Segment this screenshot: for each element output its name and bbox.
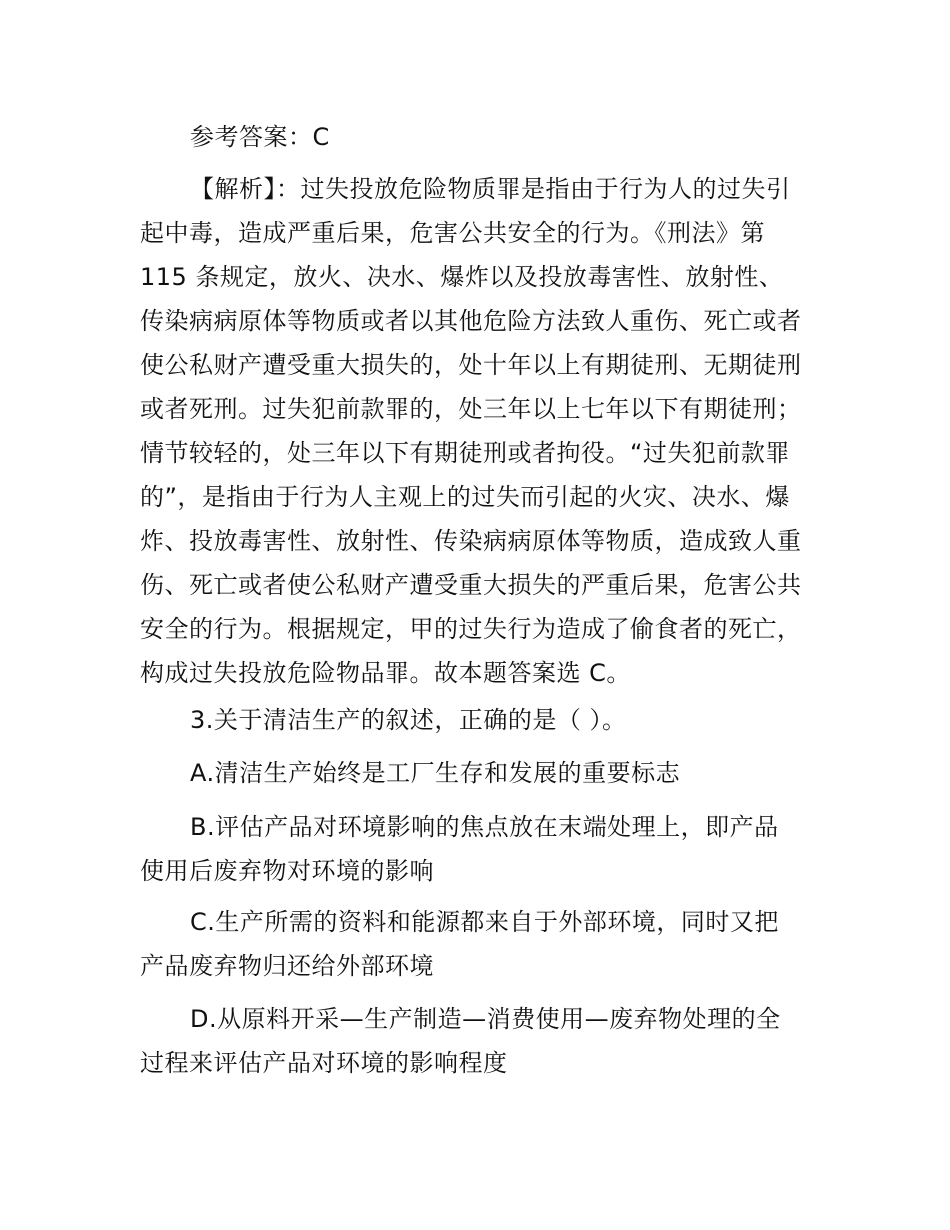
- option-d-line: 过程来评估产品对环境的影响程度: [140, 1049, 508, 1077]
- option-d-line: D.从原料开采—生产制造—消费使用—废弃物处理的全: [190, 1005, 781, 1033]
- question-stem: [140, 698, 810, 742]
- analysis-line: 安全的行为。根据规定，甲的过失行为造成了偷食者的死亡，: [140, 615, 802, 643]
- analysis-line: 或者死刑。过失犯前款罪的，处三年以上七年以下有期徒刑；: [140, 395, 802, 423]
- analysis-line: 115 条规定，放火、决水、爆炸以及投放毒害性、放射性、: [140, 263, 784, 291]
- analysis-line: 情节较轻的，处三年以下有期徒刑或者拘役。“过失犯前款罪: [140, 439, 790, 467]
- question-stem-line: 3.关于清洁生产的叙述，正确的是（ ）。: [190, 706, 627, 734]
- option-c: [140, 900, 810, 988]
- option-c-line: 产品废弃物归还给外部环境: [140, 952, 434, 980]
- analysis-line: 起中毒，造成严重后果，危害公共安全的行为。《刑法》第: [140, 219, 765, 247]
- analysis-line: 的”，是指由于行为人主观上的过失而引起的火灾、决水、爆: [140, 483, 790, 511]
- analysis-line: 伤、死亡或者使公私财产遭受重大损失的严重后果，危害公共: [140, 571, 802, 599]
- option-d: [140, 997, 810, 1085]
- analysis-paragraph: [140, 167, 810, 695]
- option-c-line: C.生产所需的资料和能源都来自于外部环境，同时又把: [190, 908, 779, 936]
- option-b: [140, 805, 810, 893]
- answer-line: 参考答案：C: [190, 123, 330, 151]
- analysis-line: 炸、投放毒害性、放射性、传染病病原体等物质，造成致人重: [140, 527, 802, 555]
- analysis-line: 【解析】：过失投放危险物质罪是指由于行为人的过失引: [190, 175, 791, 203]
- option-a-line: A.清洁生产始终是工厂生存和发展的重要标志: [190, 759, 681, 787]
- analysis-line: 传染病病原体等物质或者以其他危险方法致人重伤、死亡或者: [140, 307, 802, 335]
- option-a: [140, 751, 810, 795]
- option-b-line: B.评估产品对环境影响的焦点放在末端处理上，即产品: [190, 813, 779, 841]
- analysis-line: 使公私财产遭受重大损失的，处十年以上有期徒刑、无期徒刑: [140, 351, 802, 379]
- option-b-line: 使用后废弃物对环境的影响: [140, 857, 434, 885]
- analysis-line: 构成过失投放危险物品罪。故本题答案选 C。: [140, 659, 631, 687]
- answer-paragraph: [140, 115, 810, 159]
